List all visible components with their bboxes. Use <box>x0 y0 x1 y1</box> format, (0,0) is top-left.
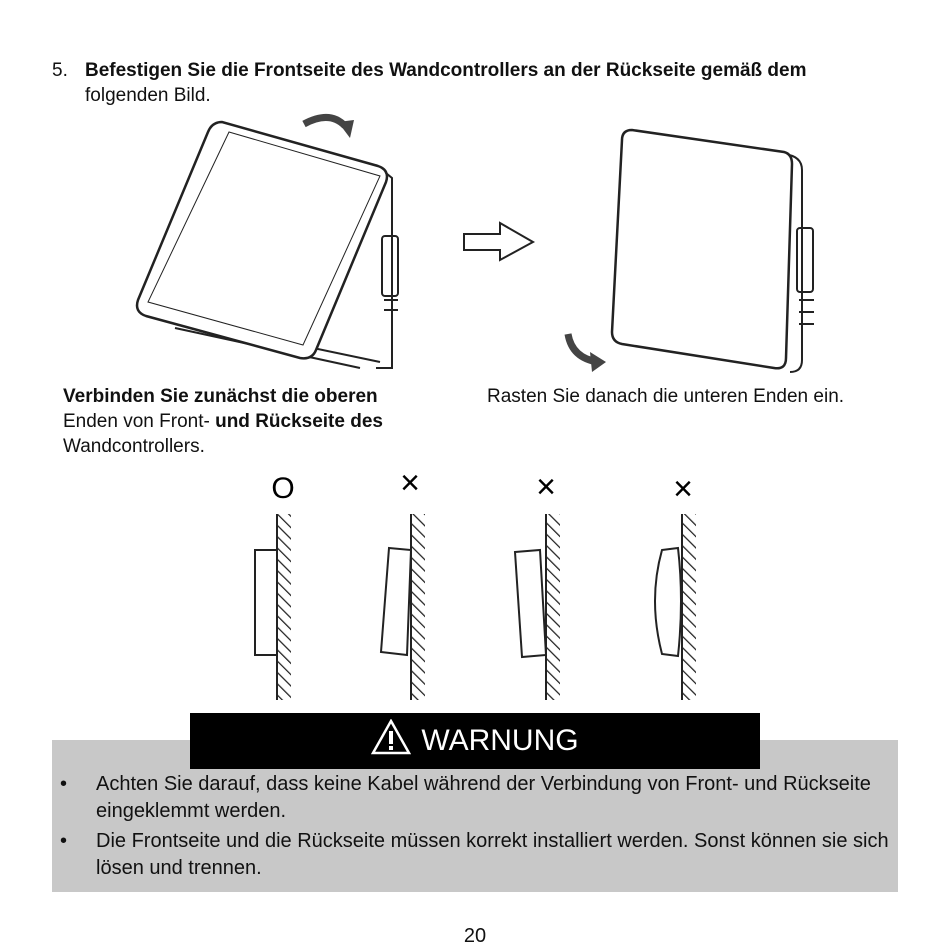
caption-left-line2-normal: Enden von Front- <box>63 411 210 432</box>
front-plate-installed <box>612 130 792 368</box>
mark-wrong-2: × <box>536 468 556 506</box>
warning-item-2-text: Die Frontseite und die Rückseite müssen korrekt installiert werden. Sonst können sie sich lösen und trennen. <box>96 830 889 879</box>
warning-banner <box>190 713 760 769</box>
curved-arrow-head <box>338 120 354 138</box>
caption-right: Rasten Sie danach die unteren Enden ein. <box>487 386 845 407</box>
curved-arrow-head-2 <box>590 352 606 372</box>
step-text-normal: folgenden Bild. <box>85 85 211 106</box>
caption-left <box>63 384 463 459</box>
step-text-bold: Befestigen Sie die Frontseite des Wandcontrollers an der Rückseite gemäß dem <box>85 60 807 81</box>
caption-left-bold: Verbinden Sie zunächst die oberen <box>63 386 378 407</box>
check-diagram-wrong-1 <box>381 514 425 700</box>
warning-triangle-icon <box>371 719 411 763</box>
mark-wrong-3: × <box>673 470 693 508</box>
caption-left-line2-bold: und Rückseite des <box>209 411 383 432</box>
warning-title: WARNUNG <box>421 724 579 757</box>
warning-item-1-text: Achten Sie darauf, dass keine Kabel während der Verbindung von Front- und Rückseite eingeklemmt werden. <box>96 773 871 822</box>
caption-left-line3: Wandcontrollers. <box>63 436 205 457</box>
mark-correct: O <box>271 472 295 505</box>
check-diagram-correct <box>255 514 291 700</box>
mark-wrong-1: × <box>400 464 420 502</box>
check-diagram-wrong-3 <box>655 514 696 700</box>
curved-arrow-icon <box>304 117 345 126</box>
page-number: 20 <box>463 925 487 947</box>
right-arrow-icon <box>464 223 533 260</box>
front-plate-tilted <box>137 122 387 358</box>
bullet-1: • <box>60 773 68 795</box>
bullet-2: • <box>60 830 68 852</box>
step-number: 5. <box>52 60 68 81</box>
check-diagram-wrong-2 <box>515 514 560 700</box>
